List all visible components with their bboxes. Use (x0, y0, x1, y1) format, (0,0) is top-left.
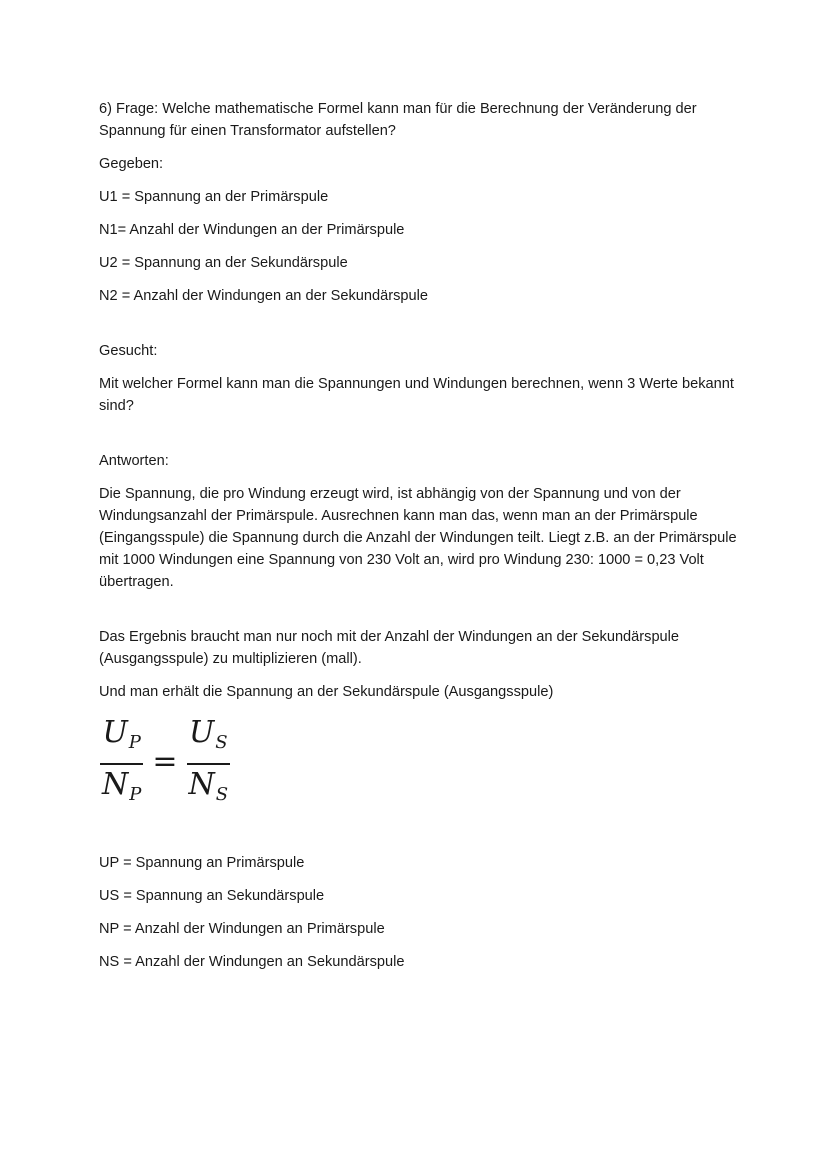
answer-paragraph-2: Das Ergebnis braucht man nur noch mit der Anzahl der Windungen an der Sekundärspule (Ausgangsspule) zu multiplizieren (mall). (99, 629, 680, 667)
sought-heading: Gesucht: (99, 343, 158, 359)
given-item: N2 = Anzahl der Windungen an der Sekundärspule (99, 288, 428, 304)
fraction-bar (187, 763, 231, 765)
transformer-formula (100, 716, 739, 812)
given-item: U2 = Spannung an der Sekundärspule (99, 255, 348, 271)
given-item: U1 = Spannung an der Primärspule (99, 189, 329, 205)
formula-left-fraction (100, 716, 143, 812)
answer-paragraph-3: Und man erhält die Spannung an der Sekundärspule (Ausgangsspule) (99, 684, 554, 700)
document-page (99, 98, 739, 973)
answers-heading: Antworten: (99, 453, 169, 469)
fraction-bar (100, 763, 143, 765)
sought-text: Mit welcher Formel kann man die Spannungen und Windungen berechnen, wenn 3 Werte bekannt sind? (99, 376, 734, 414)
formula-equals: = (152, 743, 178, 779)
formula-right-denominator: $N_S$ (188, 766, 229, 805)
formula-right-fraction (187, 716, 231, 812)
legend-item: US = Spannung an Sekundärspule (99, 887, 325, 904)
legend-item: NP = Anzahl der Windungen an Primärspule (99, 920, 385, 937)
formula-right-numerator: $U_S$ (188, 715, 228, 753)
legend-item: NS = Anzahl der Windungen an Sekundärspule (99, 953, 405, 970)
legend-item: UP = Spannung an Primärspule (99, 854, 305, 871)
formula-left-numerator: $U_P$ (102, 715, 141, 753)
formula-left-denominator: $N_P$ (102, 766, 142, 805)
given-heading: Gegeben: (99, 156, 164, 172)
question-text: 6) Frage: Welche mathematische Formel kann man für die Berechnung der Veränderung der Spannung für einen Transformator aufstellen? (99, 101, 697, 139)
answer-paragraph-1: Die Spannung, die pro Windung erzeugt wird, ist abhängig von der Spannung und von der Windungsanzahl der Primärspule. Ausrechnen kann man das, wenn man an der Primärspule (Eingangsspule) die Spannung durch die Anzahl der Windungen teilt. Liegt z.B. an der Primärspule mit 1000 Windungen eine Spannung von 230 Volt an, wird pro Windung 230: 1000 = 0,23 Volt übertragen. (99, 486, 737, 590)
given-item: N1= Anzahl der Windungen an der Primärspule (99, 222, 405, 238)
